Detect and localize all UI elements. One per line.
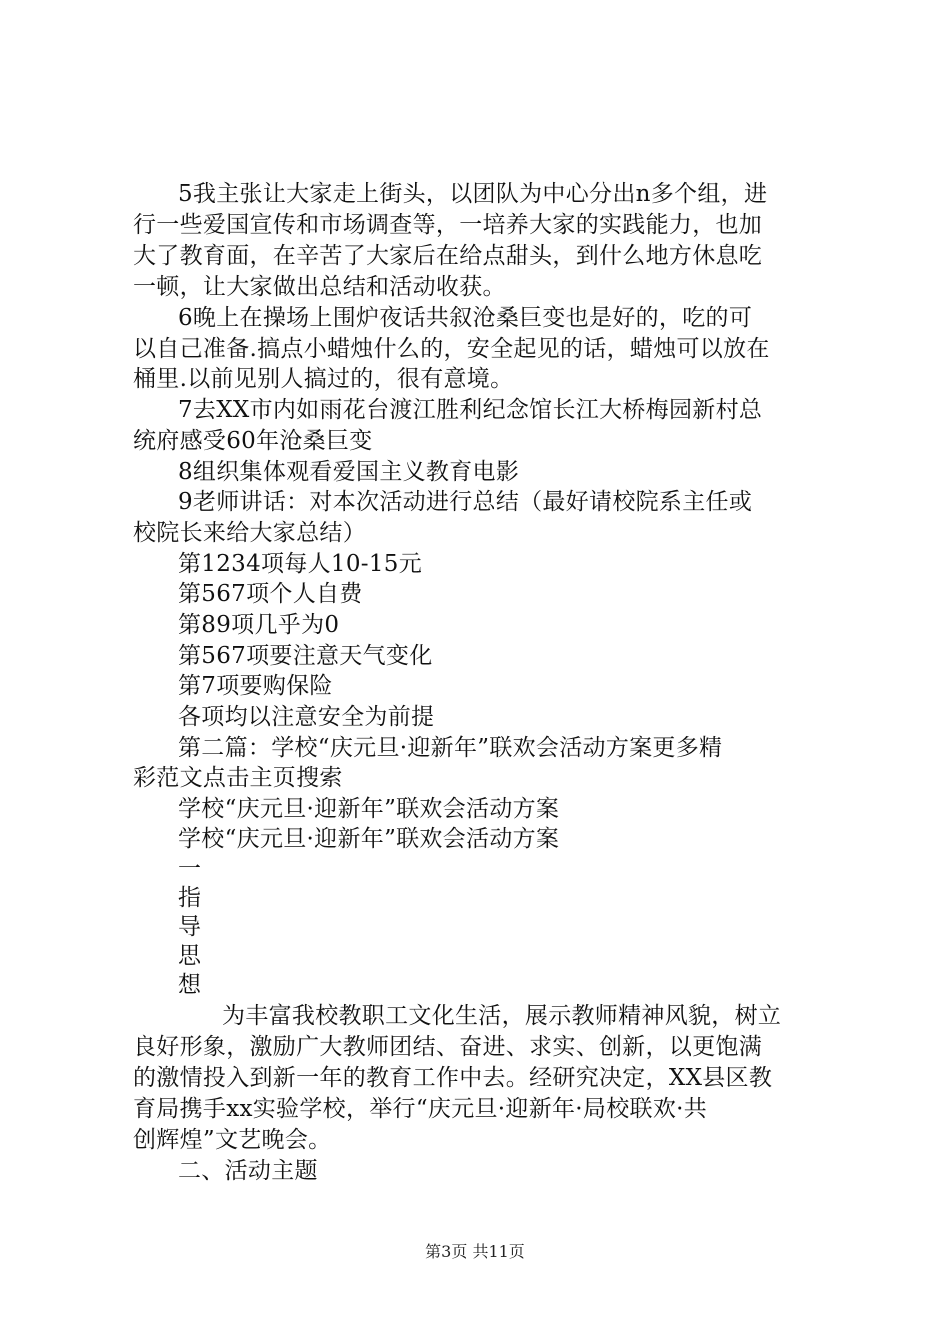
vertical-heading-char: 导 [178,914,202,940]
text-line: 大了教育面，在辛苦了大家后在给点甜头，到什么地方休息吃 [133,243,763,269]
text-line: 彩范文点击主页搜索 [133,765,343,791]
text-line: 校院长来给大家总结） [133,520,366,546]
text-line: 行一些爱国宣传和市场调查等，一培养大家的实践能力，也加 [133,212,763,238]
text-line: 良好形象，激励广大教师团结、奋进、求实、创新，以更饱满 [133,1034,763,1060]
text-line: 为丰富我校教职工文化生活，展示教师精神风貌，树立 [222,1003,782,1029]
vertical-heading-char: 想 [178,972,202,998]
text-line: 第567项个人自费 [178,581,363,607]
text-line: 9老师讲话：对本次活动进行总结（最好请校院系主任或 [178,489,753,515]
document-title: 学校“庆元旦·迎新年”联欢会活动方案 [178,796,560,822]
vertical-heading-char: 一 [178,856,202,882]
text-line: 8组织集体观看爱国主义教育电影 [178,459,520,485]
document-title: 学校“庆元旦·迎新年”联欢会活动方案 [178,826,560,852]
text-line: 第567项要注意天气变化 [178,643,433,669]
text-line: 的激情投入到新一年的教育工作中去。经研究决定，XX县区教 [133,1065,773,1091]
text-line: 各项均以注意安全为前提 [178,704,435,730]
section-heading: 二、活动主题 [178,1158,318,1184]
vertical-heading-char: 思 [178,943,202,969]
text-line: 育局携手xx实验学校，举行“庆元旦·迎新年·局校联欢·共 [133,1096,708,1122]
text-line: 统府感受60年沧桑巨变 [133,428,373,454]
text-line: 5我主张让大家走上街头，以团队为中心分出n多个组，进 [178,181,768,207]
page-footer: 第3页 共11页 [425,1242,525,1261]
text-line: 第7项要购保险 [178,673,333,699]
text-line: 创辉煌”文艺晚会。 [133,1127,332,1153]
text-line: 以自己准备.搞点小蜡烛什么的，安全起见的话，蜡烛可以放在 [133,336,770,362]
text-line: 7去XX市内如雨花台渡江胜利纪念馆长江大桥梅园新村总 [178,397,763,423]
text-line: 第1234项每人10-15元 [178,551,423,577]
vertical-heading-char: 指 [178,885,202,911]
text-line: 第89项几乎为0 [178,612,340,638]
section-heading: 第二篇：学校“庆元旦·迎新年”联欢会活动方案更多精 [178,735,723,761]
text-line: 一顿，让大家做出总结和活动收获。 [133,274,506,300]
text-line: 桶里.以前见别人搞过的，很有意境。 [133,366,514,392]
text-line: 6晚上在操场上围炉夜话共叙沧桑巨变也是好的，吃的可 [178,305,753,331]
